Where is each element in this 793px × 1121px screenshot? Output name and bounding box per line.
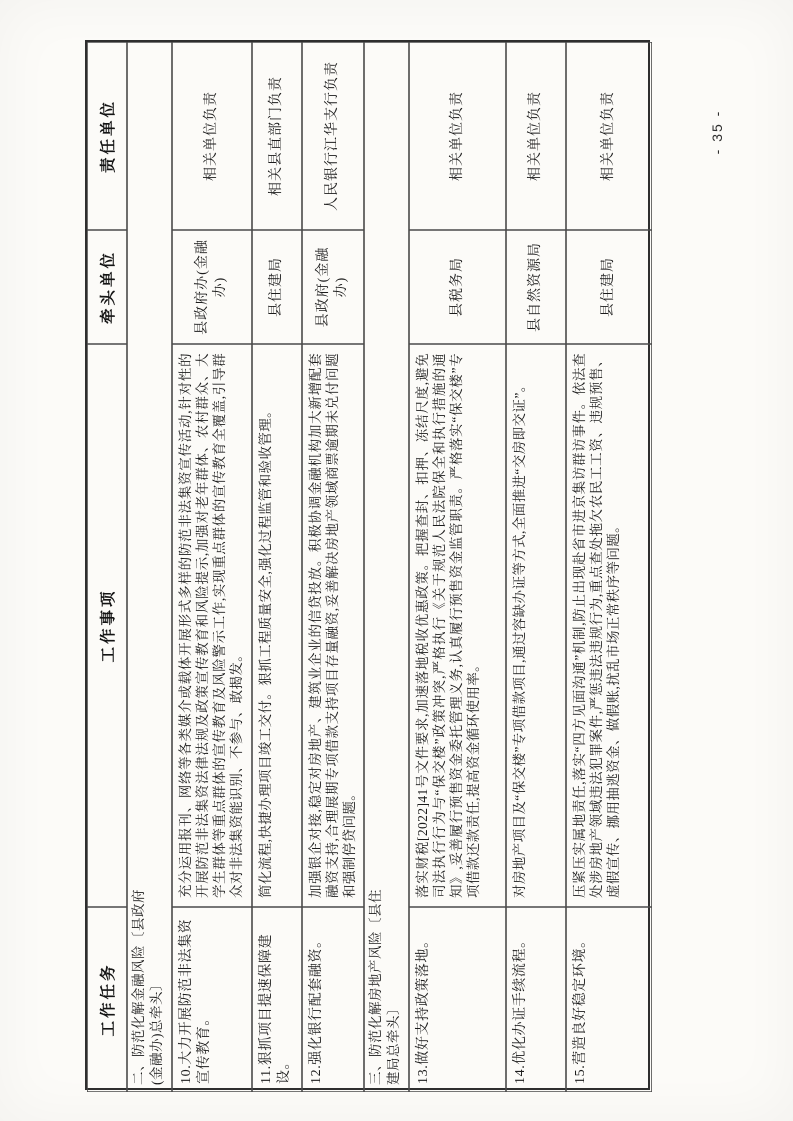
task12-label-text: 12.强化银行配套融资。	[309, 933, 324, 1084]
task14-lead-text: 县自然资源局	[528, 242, 543, 332]
task10-responsible-cell	[172, 42, 252, 230]
task10-label-cell	[172, 907, 252, 1092]
task15-lead-text: 县住建局	[601, 257, 616, 317]
header-lead-unit-text: 牵头单位	[100, 250, 117, 325]
section-strip-finance-risk	[127, 42, 172, 1092]
task14-lead-cell	[506, 230, 566, 344]
task11-label-cell	[252, 907, 302, 1092]
task13-item-text: 落实财税[2022]41号文件要求,加速落地税收优惠政策。把握查封、扣押、冻结尺度,避免司法执行行为与“保交楼”政策冲突,严格执行《关于规范人民法院保全和执行措施的通知》,妥善履行预售资金委托管理义务,认真履行预售资金监管职责。严格落实“保交楼”专项借款还款责任,提高资金循环使用率。	[415, 353, 481, 898]
task15-label-text: 15.营造良好稳定环境。	[573, 933, 588, 1084]
task11-lead-text: 县住建局	[269, 257, 284, 317]
task13-responsible-text: 相关单位负责	[449, 91, 465, 181]
task14-responsible-cell	[506, 42, 566, 230]
task13-responsible-cell	[409, 42, 506, 230]
task13-lead-text: 县税务局	[449, 257, 465, 317]
task11-item-cell	[252, 344, 302, 907]
task11-label-text: 11.狠抓项目提速保障建设。	[259, 933, 292, 1084]
task15-item-text: 压紧压实属地责任,落实“四方见面沟通”机制,防止出现赴省市进京集访群访事件。依法查处涉房地产领域违法犯罪案件,严惩违法违规行为,重点查处拖欠农民工工资、违规预售、虚假宣传、挪用抽逃资金、做假账,扰乱市场正常秩序等问题。	[572, 353, 621, 898]
task13-label-cell	[409, 907, 506, 1092]
header-work-item-text: 工作事项	[100, 588, 117, 663]
task13-label-text: 13.做好支持政策落地。	[416, 933, 431, 1084]
task10-lead-cell	[172, 230, 252, 344]
task10-item-text: 充分运用报刊、网络等各类媒介或载体开展形式多样的防范非法集资宣传活动,针对性的开展防范非法集资法律法规及政策宣传教育和风险提示,加强对老年群体、农村群众、大学生群体等重点群体的宣传教育及风险警示工作,实现重点群体的宣传教育全覆盖,引导群众对非法集资能识别、不参与、敢揭发。	[178, 353, 244, 898]
task14-label-text: 14.优化办证手续流程。	[513, 933, 528, 1084]
task15-responsible-cell	[566, 42, 652, 230]
task11-responsible-text: 相关县直部门负责	[269, 76, 284, 196]
task12-label-cell	[302, 907, 364, 1092]
task12-item-cell	[302, 344, 364, 907]
task12-lead-text: 县政府(金融办)	[316, 246, 349, 328]
page-number-text: - 35 -	[709, 109, 725, 155]
section-realestate-risk-text: 三、防范化解房地产风险〔县住建局总牵头〕	[368, 889, 401, 1085]
section-finance-risk-text: 二、防范化解金融风险〔县政府(金融办)总牵头〕	[131, 889, 164, 1085]
header-cell-lead-unit	[87, 230, 127, 344]
task10-item-cell	[172, 344, 252, 907]
task14-item-cell	[506, 344, 566, 907]
task11-lead-cell	[252, 230, 302, 344]
task12-responsible-text: 人民银行江华支行负责	[325, 61, 340, 211]
task15-item-cell	[566, 344, 652, 907]
task12-lead-cell	[302, 230, 364, 344]
task13-item-cell	[409, 344, 506, 907]
task10-lead-text: 县政府办(金融办)	[195, 239, 228, 335]
task12-item-text: 加强银企对接,稳定对房地产、建筑业企业的信贷投放。积极协调金融机构加大新增配套融资支持,合理展期专项借款支持项目存量融资,妥善解决房地产领域商票逾期未兑付问题和强制停贷问题。	[308, 353, 357, 898]
task10-responsible-text: 相关单位负责	[204, 91, 219, 181]
header-cell-work-task	[87, 907, 127, 1092]
work-plan-table	[85, 40, 650, 1090]
task11-responsible-cell	[252, 42, 302, 230]
header-responsible-unit-text: 责任单位	[100, 99, 117, 174]
task13-lead-cell	[409, 230, 506, 344]
page-number	[703, 90, 731, 174]
task14-responsible-text: 相关单位负责	[528, 91, 543, 181]
header-cell-work-item	[87, 344, 127, 907]
header-cell-responsible-unit	[87, 42, 127, 230]
task14-label-cell	[506, 907, 566, 1092]
section-strip-realestate-risk	[364, 42, 409, 1092]
task15-lead-cell	[566, 230, 652, 344]
task10-label-text: 10.大力开展防范非法集资宣传教育。	[179, 918, 212, 1084]
header-work-task-text: 工作任务	[100, 962, 117, 1037]
task15-label-cell	[566, 907, 652, 1092]
task11-item-text: 简化流程,快捷办理项目竣工交付。狠抓工程质量安全,强化过程监管和验收管理。	[258, 403, 273, 898]
task15-responsible-text: 相关单位负责	[601, 91, 616, 181]
task14-item-text: 对房地产项目及“保交楼”专项借款项目,通过容缺办证等方式,全面推进“交房即交证”。	[512, 378, 527, 898]
task12-responsible-cell	[302, 42, 364, 230]
